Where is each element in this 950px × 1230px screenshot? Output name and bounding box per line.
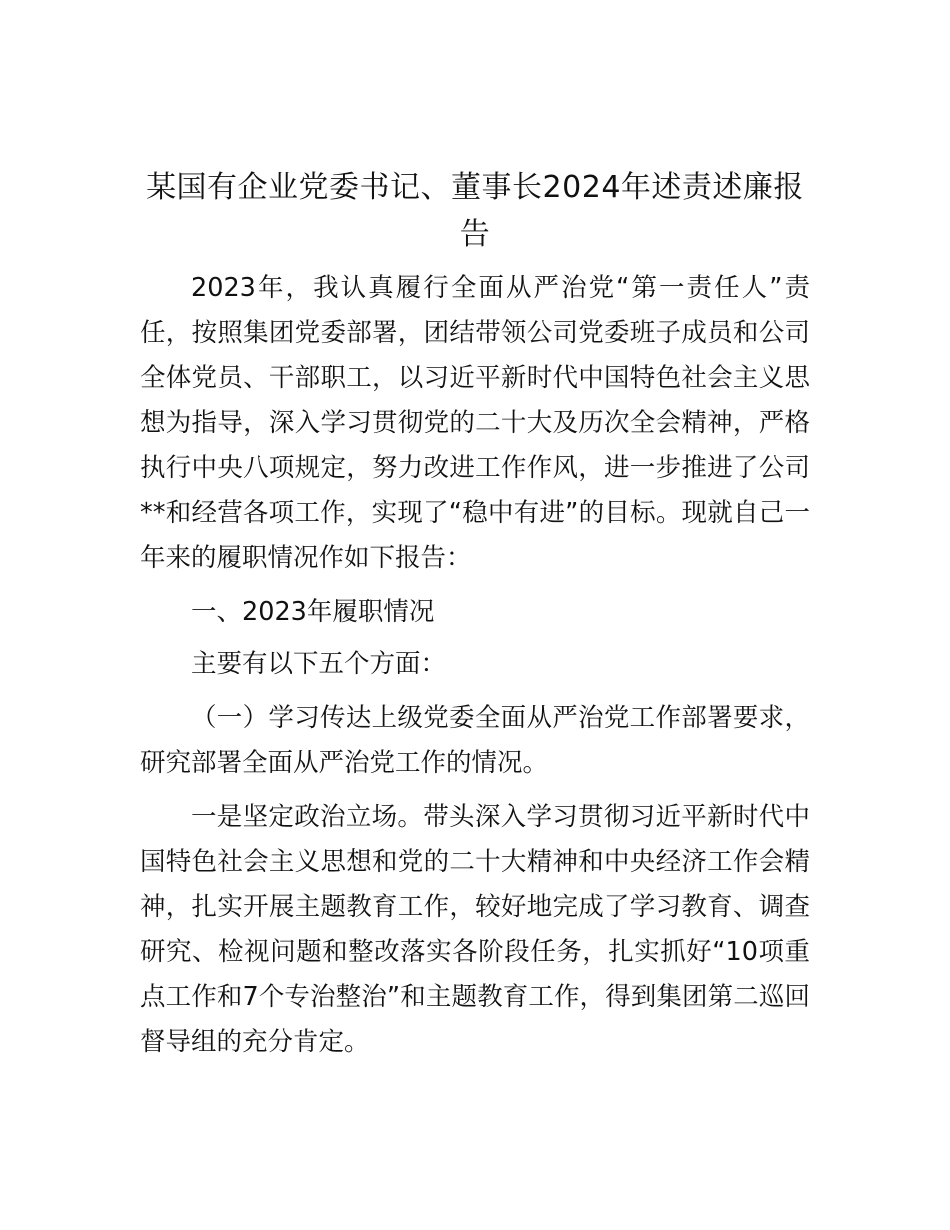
paragraph-intro: 2023年，我认真履行全面从严治党“第一责任人”责任，按照集团党委部署，团结带领公司党委班子成员和公司全体党员、干部职工，以习近平新时代中国特色社会主义思想为指导，深入学习贯彻党的二十大及历次全会精神，严格执行中央八项规定，努力改进工作作风，进一步推进了公司**和经营各项工作，实现了“稳中有进”的目标。现就自己一年来的履职情况作如下报告： bbox=[140, 273, 810, 573]
document-title: 某国有企业党委书记、董事长2024年述责述廉报告 bbox=[146, 170, 804, 252]
document-body bbox=[140, 266, 810, 1065]
paragraph-political-stance: 一是坚定政治立场。带头深入学习贯彻习近平新时代中国特色社会主义思想和党的二十大精神和中央经济工作会精神，扎实开展主题教育工作，较好地完成了学习教育、调查研究、检视问题和整改落实各阶段任务，扎实抓好“10项重点工作和7个专治整治”和主题教育工作，得到集团第二巡回督导组的充分肯定。 bbox=[140, 802, 810, 1057]
section-heading-2023-duties: 一、2023年履职情况 bbox=[191, 597, 435, 627]
paragraph-five-aspects: 主要有以下五个方面： bbox=[191, 649, 447, 679]
subsection-heading-1: （一）学习传达上级党委全面从严治党工作部署要求，研究部署全面从严治党工作的情况。 bbox=[140, 703, 810, 778]
